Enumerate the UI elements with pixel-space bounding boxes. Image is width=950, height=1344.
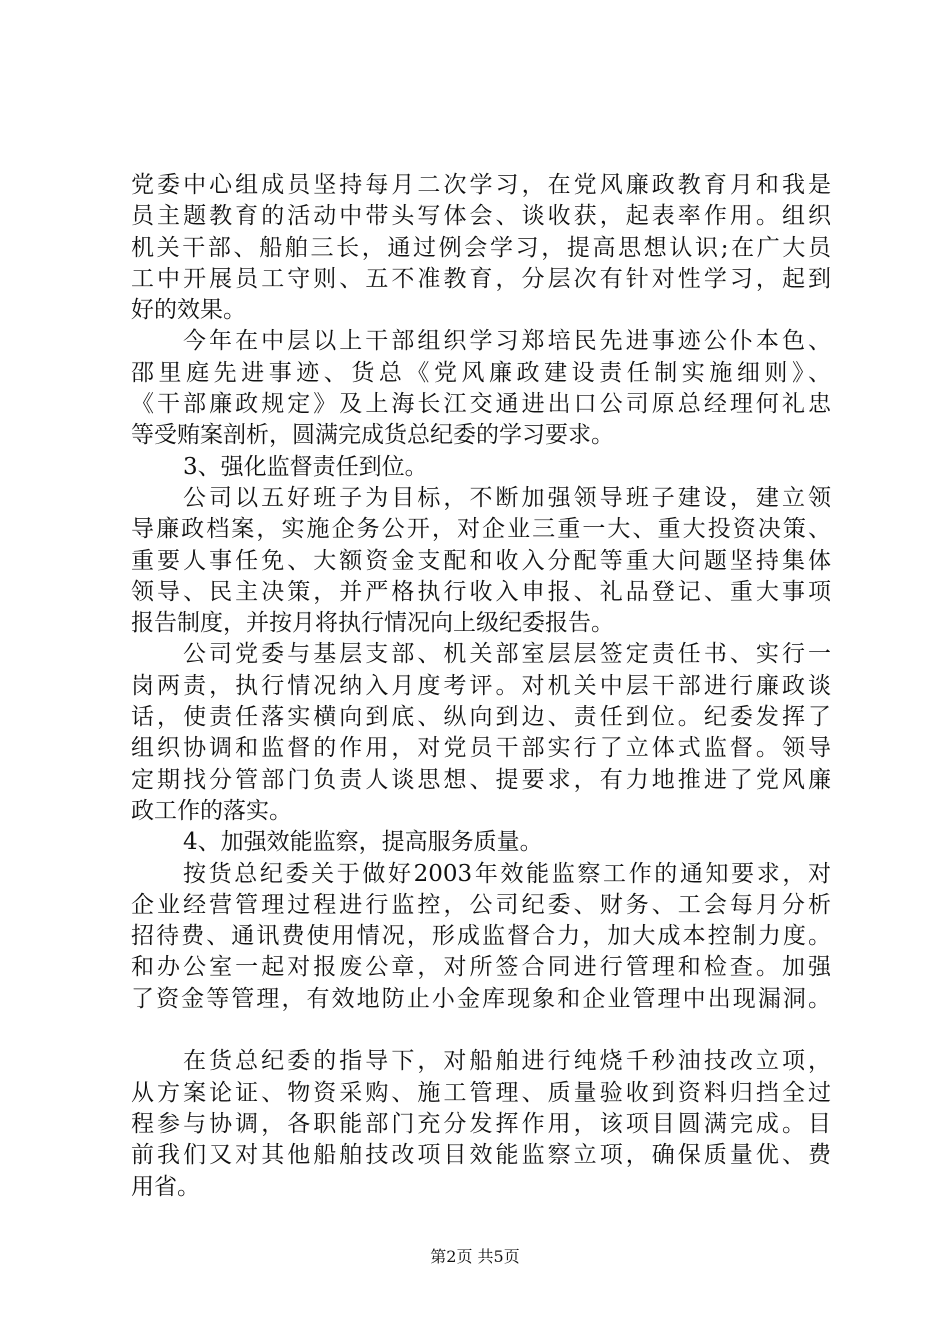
text-line: 企业经营管理过程进行监控，公司纪委、财务、工会每月分析 — [131, 891, 831, 918]
text-line: 从方案论证、物资采购、施工管理、质量验收到资料归挡全过 — [131, 1079, 831, 1106]
section-heading: 4、加强效能监察，提高服务质量。 — [183, 829, 543, 856]
text-line: 工中开展员工守则、五不准教育，分层次有针对性学习，起到 — [131, 265, 831, 292]
text-line: 用省。 — [131, 1173, 200, 1200]
document-body — [131, 170, 831, 1203]
text-line: 党委中心组成员坚持每月二次学习，在党风廉政教育月和我是 — [131, 172, 831, 198]
text-line: 报告制度，并按月将执行情况向上级纪委报告。 — [131, 610, 614, 637]
text-line: 政工作的落实。 — [131, 797, 292, 824]
blank-line — [131, 1015, 831, 1046]
text-line: 公司党委与基层支部、机关部室层层签定责任书、实行一 — [183, 641, 831, 668]
text-line: 好的效果。 — [131, 297, 246, 324]
text-line: 定期找分管部门负责人谈思想、提要求，有力地推进了党风廉 — [131, 766, 831, 793]
text-line: 程参与协调，各职能部门充分发挥作用，该项目圆满完成。目 — [131, 1110, 831, 1137]
text-line: 重要人事任免、大额资金支配和收入分配等重大问题坚持集体 — [131, 547, 831, 574]
text-line: 公司以五好班子为目标，不断加强领导班子建设，建立领 — [183, 484, 831, 511]
text-line: 《干部廉政规定》及上海长江交通进出口公司原总经理何礼忠 — [131, 391, 831, 418]
text-line: 前我们又对其他船舶技改项目效能监察立项，确保质量优、费 — [131, 1142, 831, 1169]
text-line: 组织协调和监督的作用，对党员干部实行了立体式监督。领导 — [131, 735, 831, 762]
text-line: 等受贿案剖析，圆满完成货总纪委的学习要求。 — [131, 422, 614, 449]
text-line: 按货总纪委关于做好2003年效能监察工作的通知要求，对 — [183, 860, 831, 887]
section-heading: 3、强化监督责任到位。 — [183, 453, 428, 480]
text-line: 员主题教育的活动中带头写体会、谈收获，起表率作用。组织 — [131, 203, 831, 230]
text-line: 话，使责任落实横向到底、纵向到边、责任到位。纪委发挥了 — [131, 704, 831, 731]
text-line: 导廉政档案，实施企务公开，对企业三重一大、重大投资决策、 — [131, 516, 831, 543]
text-line: 领导、民主决策，并严格执行收入申报、礼品登记、重大事项 — [131, 578, 831, 605]
page-footer: 第2页 共5页 — [430, 1247, 520, 1266]
text-line: 邵里庭先进事迹、货总《党风廉政建设责任制实施细则》、 — [131, 359, 831, 386]
text-line: 和办公室一起对报废公章，对所签合同进行管理和检查。加强 — [131, 954, 831, 981]
text-line: 岗两责，执行情况纳入月度考评。对机关中层干部进行廉政谈 — [131, 672, 831, 699]
text-line: 机关干部、船舶三长，通过例会学习，提高思想认识;在广大员 — [131, 234, 831, 261]
text-line: 在货总纪委的指导下，对船舶进行纯烧千秒油技改立项， — [183, 1048, 831, 1075]
text-line: 了资金等管理，有效地防止小金库现象和企业管理中出现漏洞。 — [131, 985, 831, 1012]
text-line: 今年在中层以上干部组织学习郑培民先进事迹公仆本色、 — [183, 328, 831, 355]
text-line: 招待费、通讯费使用情况，形成监督合力，加大成本控制力度。 — [131, 923, 831, 950]
